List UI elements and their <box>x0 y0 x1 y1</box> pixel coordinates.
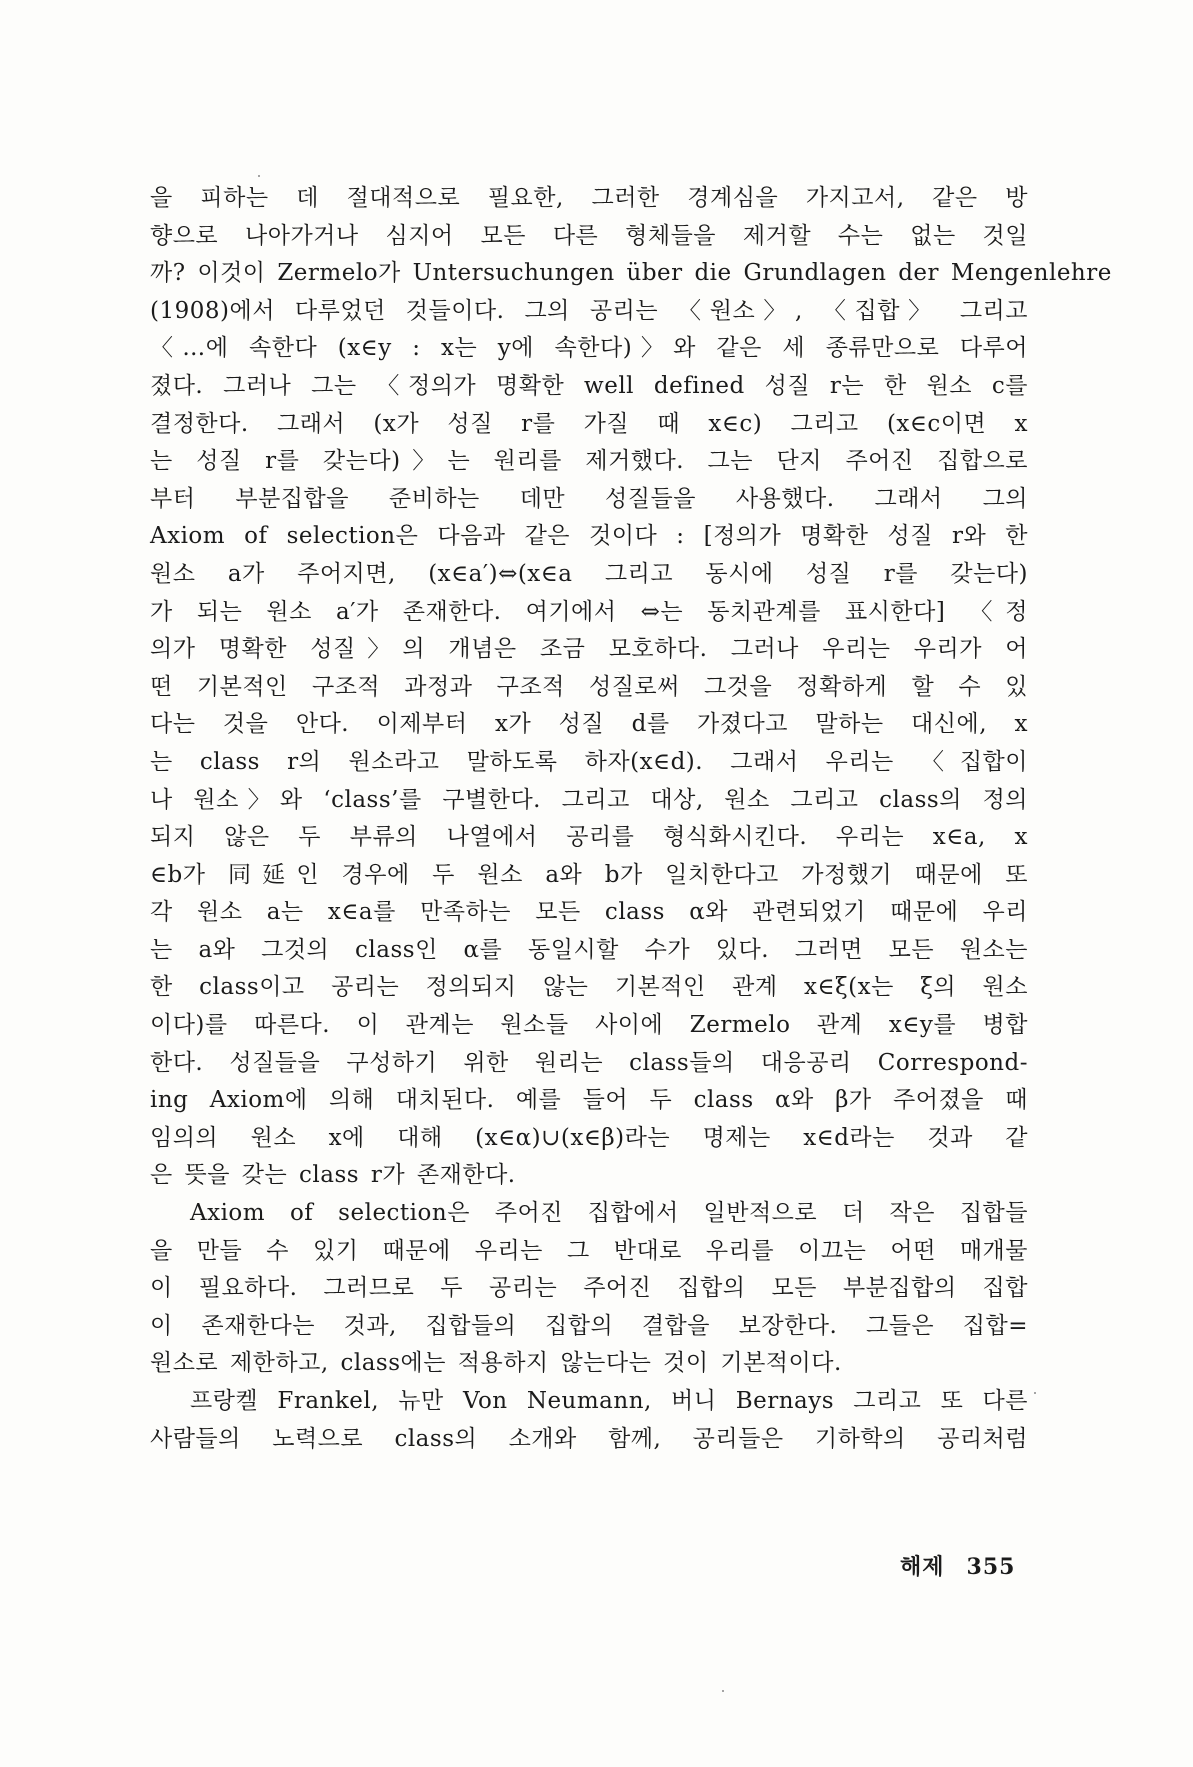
text-line: 한다. 성질들을 구성하기 위한 원리는 class들의 대응공리 Correspond- <box>150 1049 1028 1076</box>
text-line: 각 원소 a는 x∈a를 만족하는 모든 class α와 관련되었기 때문에 우리 <box>150 899 1028 926</box>
text-line: 을 피하는 데 절대적으로 필요한, 그러한 경계심을 가지고서, 같은 방 <box>150 185 1028 211</box>
text-line: 나 원소〉와 ‘class’를 구별한다. 그리고 대상, 원소 그리고 class의 정의 <box>150 786 1028 813</box>
text-line: 의가 명확한 성질〉의 개념은 조금 모호하다. 그러나 우리는 우리가 어 <box>150 636 1028 663</box>
text-line: 는 a와 그것의 class인 α를 동일시할 수가 있다. 그러면 모든 원소는 <box>150 936 1028 963</box>
text-line: 은 뜻을 갖는 class r가 존재한다. <box>150 1162 516 1189</box>
text-line: 다는 것을 안다. 이제부터 x가 성질 d를 가졌다고 말하는 대신에, x <box>150 711 1028 738</box>
text-line: 이 존재한다는 것과, 집합들의 집합의 결합을 보장한다. 그들은 집합= <box>150 1312 1028 1339</box>
body-text <box>150 180 1112 1458</box>
text-line: 원소로 제한하고, class에는 적용하지 않는다는 것이 기본적이다. <box>150 1350 842 1377</box>
text-line: 결정한다. 그래서 (x가 성질 r를 가질 때 x∈c) 그리고 (x∈c이면 x <box>150 410 1028 437</box>
text-line: 프랑켈 Frankel, 뉴만 Von Neumann, 버니 Bernays 그리고 또 다른 <box>190 1388 1028 1414</box>
page-footer <box>900 1550 1015 1581</box>
text-line: 는 성질 r를 갖는다)〉는 원리를 제거했다. 그는 단지 주어진 집합으로 <box>150 448 1028 475</box>
text-line: 되지 않은 두 부류의 나열에서 공리를 형식화시킨다. 우리는 x∈a, x <box>150 824 1028 851</box>
text-line: (1908)에서 다루었던 것들이다. 그의 공리는 〈원소〉, 〈집합〉 그리고 <box>150 297 1028 324</box>
text-line: 원소 a가 주어지면, (x∈a′)⇔(x∈a 그리고 동시에 성질 r를 갖는다) <box>150 560 1028 587</box>
text-line: ∈b가 同延인 경우에 두 원소 a와 b가 일치한다고 가정했기 때문에 또 <box>150 861 1028 888</box>
text-line: 졌다. 그러나 그는 〈정의가 명확한 well defined 성질 r는 한 원소 c를 <box>150 372 1028 399</box>
footer-section-label: 해제 <box>900 1554 945 1580</box>
text-line: 향으로 나아가거나 심지어 모든 다른 형체들을 제거할 수는 없는 것일 <box>150 222 1028 249</box>
text-line: 을 만들 수 있기 때문에 우리는 그 반대로 우리를 이끄는 어떤 매개물 <box>150 1237 1028 1264</box>
text-line: 이다)를 따른다. 이 관계는 원소들 사이에 Zermelo 관계 x∈y를 병합 <box>150 1012 1028 1039</box>
text-line: 〈…에 속한다 (x∈y : x는 y에 속한다)〉와 같은 세 종류만으로 다루어 <box>150 335 1028 362</box>
text-line: 떤 기본적인 구조적 과정과 구조적 성질로써 그것을 정확하게 할 수 있 <box>150 673 1028 700</box>
text-line: 한 class이고 공리는 정의되지 않는 기본적인 관계 x∈ξ(x는 ξ의 원소 <box>150 974 1028 1001</box>
text-line: 가 되는 원소 a′가 존재한다. 여기에서 ⇔는 동치관계를 표시한다] 〈정 <box>150 598 1028 625</box>
text-line: 까? 이것이 Zermelo가 Untersuchungen über die Grundlagen der Mengenlehre <box>150 260 1112 287</box>
text-line: Axiom of selection은 다음과 같은 것이다 : [정의가 명확한 성질 r와 한 <box>150 523 1028 550</box>
text-line: 이 필요하다. 그러므로 두 공리는 주어진 집합의 모든 부분집합의 집합 <box>150 1275 1028 1302</box>
text-line: Axiom of selection은 주어진 집합에서 일반적으로 더 작은 집합들 <box>190 1200 1028 1227</box>
text-line: 사람들의 노력으로 class의 소개와 함께, 공리들은 기하학의 공리처럼 <box>150 1425 1028 1452</box>
text-line: 는 class r의 원소라고 말하도록 하자(x∈d). 그래서 우리는 〈집합이 <box>150 748 1028 775</box>
text-line: 임의의 원소 x에 대해 (x∈α)∪(x∈β)라는 명제는 x∈d라는 것과 같 <box>150 1124 1028 1151</box>
text-line: ing Axiom에 의해 대치된다. 예를 들어 두 class α와 β가 주어졌을 때 <box>150 1087 1028 1114</box>
page-number: 355 <box>966 1554 1016 1580</box>
text-line: 부터 부분집합을 준비하는 데만 성질들을 사용했다. 그래서 그의 <box>150 485 1029 512</box>
